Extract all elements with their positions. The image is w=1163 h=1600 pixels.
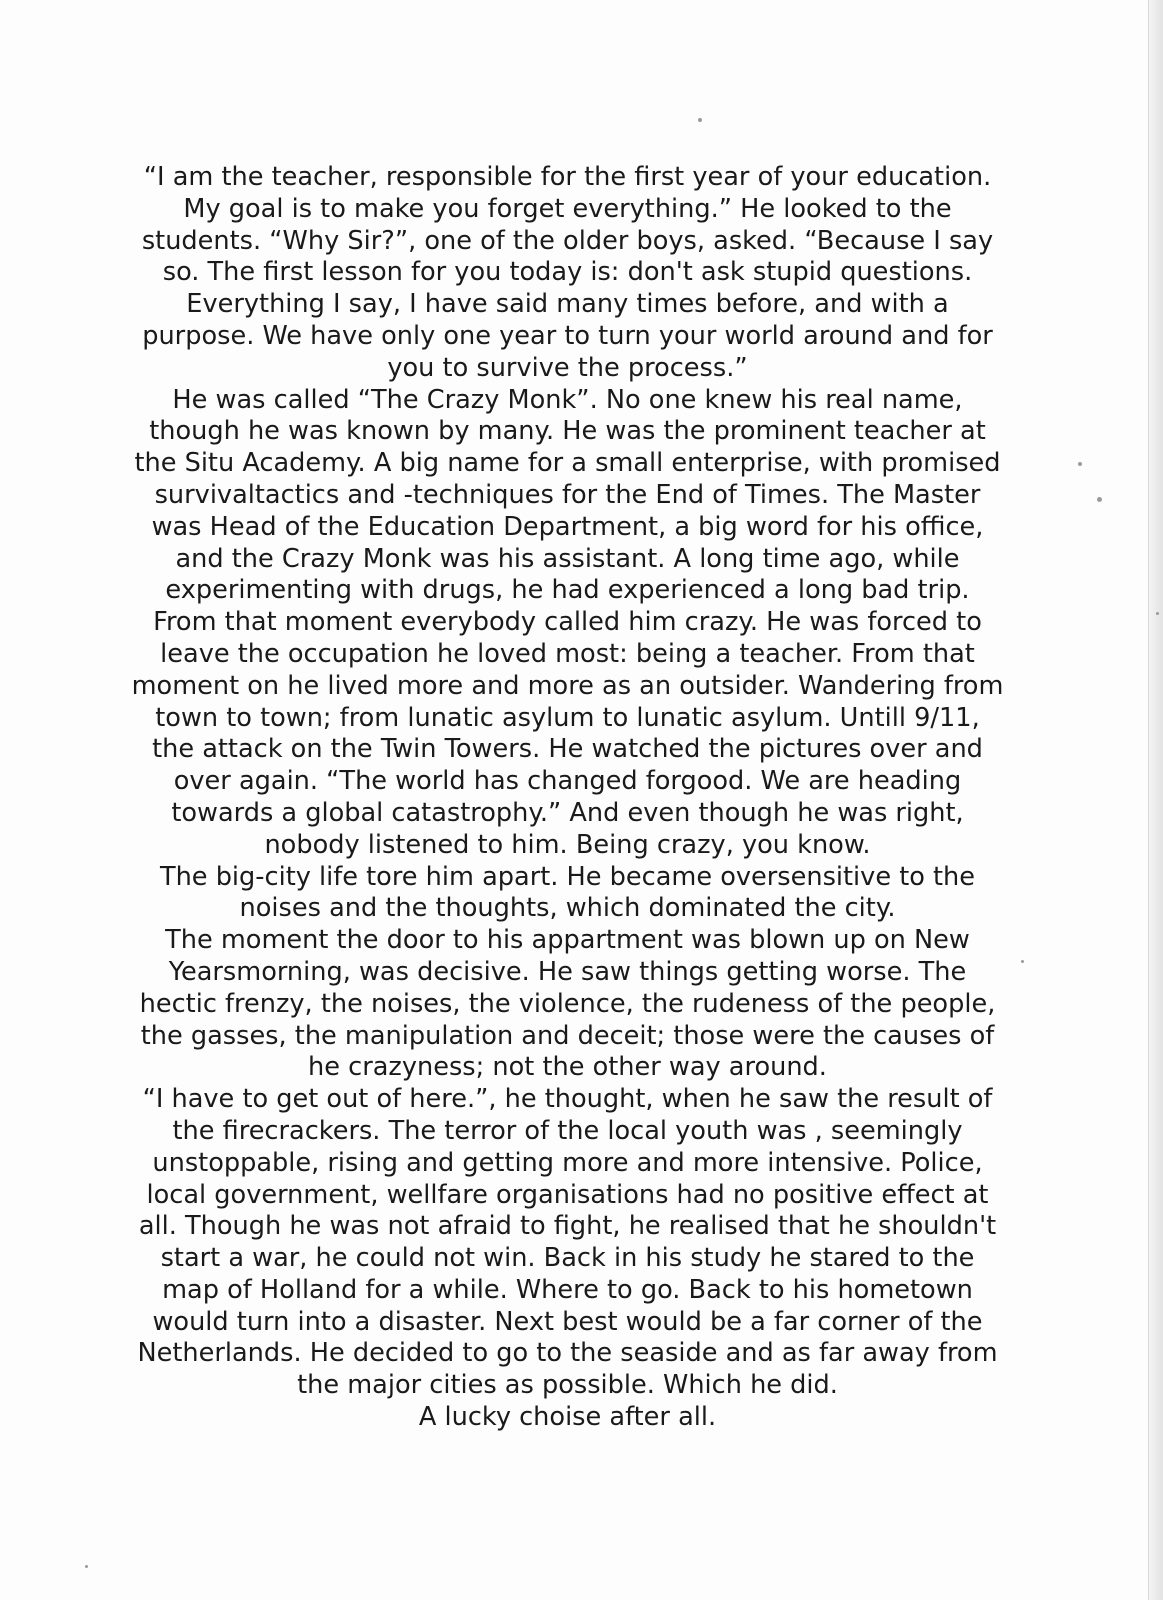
text-line: the gasses, the manipulation and deceit; those were the causes of <box>140 1020 995 1051</box>
text-line: local government, wellfare organisations had no positive effect at <box>146 1179 989 1210</box>
text-line: map of Holland for a while. Where to go. Back to his hometown <box>162 1274 973 1305</box>
text-line: A lucky choise after all. <box>418 1402 717 1433</box>
text-line: He was called “The Crazy Monk”. No one knew his real name, <box>172 384 963 415</box>
text-line: “I have to get out of here.”, he thought, when he saw the result of <box>142 1084 993 1115</box>
story-text <box>100 162 1035 1434</box>
text-line: The big-city life tore him apart. He became oversensitive to the <box>159 861 976 892</box>
text-line: From that moment everybody called him crazy. He was forced to <box>153 607 982 638</box>
scan-speck <box>1097 497 1102 502</box>
text-line: start a war, he could not win. Back in his study he stared to the <box>160 1243 975 1274</box>
text-line: the Situ Academy. A big name for a small enterprise, with promised <box>134 448 1001 479</box>
text-line: unstoppable, rising and getting more and more intensive. Police, <box>152 1147 983 1178</box>
scan-speck <box>698 118 702 122</box>
text-line: students. “Why Sir?”, one of the older boys, asked. “Because I say <box>141 225 994 256</box>
text-line: “I am the teacher, responsible for the first year of your education. <box>143 162 992 192</box>
text-line: towards a global catastrophy.” And even though he was right, <box>171 797 964 828</box>
text-line: noises and the thoughts, which dominated the city. <box>239 893 896 924</box>
page-edge-shadow <box>1148 0 1163 1600</box>
scan-speck <box>1156 612 1159 615</box>
text-line: the major cities as possible. Which he did. <box>297 1370 838 1401</box>
text-line: My goal is to make you forget everything.” He looked to the <box>183 193 952 224</box>
text-line: all. Though he was not afraid to fight, he realised that he shouldn't <box>138 1211 997 1242</box>
text-line: Everything I say, I have said many times before, and with a <box>186 289 949 320</box>
text-line: Netherlands. He decided to go to the seaside and as far away from <box>137 1338 998 1369</box>
text-line: moment on he lived more and more as an outsider. Wandering from <box>131 670 1004 701</box>
text-line: purpose. We have only one year to turn your world around and for <box>142 320 993 351</box>
text-line: over again. “The world has changed forgood. We are heading <box>173 766 962 797</box>
text-line: hectic frenzy, the noises, the violence, the rudeness of the people, <box>139 988 996 1019</box>
text-line: The moment the door to his appartment was blown up on New <box>165 925 970 956</box>
text-line: you to survive the process.” <box>387 352 748 383</box>
scan-speck <box>1078 462 1082 466</box>
text-line: Yearsmorning, was decisive. He saw things getting worse. The <box>168 956 967 987</box>
text-line: survivaltactics and -techniques for the End of Times. The Master <box>154 479 981 510</box>
text-line: town to town; from lunatic asylum to lunatic asylum. Untill 9/11, <box>155 702 980 733</box>
text-line: the attack on the Twin Towers. He watched the pictures over and <box>152 734 983 765</box>
text-line: he crazyness; not the other way around. <box>308 1052 827 1083</box>
text-line: would turn into a disaster. Next best would be a far corner of the <box>152 1306 983 1337</box>
text-line: leave the occupation he loved most: being a teacher. From that <box>160 638 975 669</box>
text-line: and the Crazy Monk was his assistant. A long time ago, while <box>175 543 960 574</box>
text-line: was Head of the Education Department, a big word for his office, <box>151 511 984 542</box>
text-line: nobody listened to him. Being crazy, you know. <box>264 829 871 860</box>
text-line: the firecrackers. The terror of the local youth was , seemingly <box>172 1115 963 1146</box>
text-line: experimenting with drugs, he had experienced a long bad trip. <box>165 575 970 606</box>
scan-speck <box>85 1565 88 1568</box>
text-line: though he was known by many. He was the prominent teacher at <box>149 416 986 447</box>
text-line: so. The first lesson for you today is: don't ask stupid questions. <box>162 257 973 288</box>
